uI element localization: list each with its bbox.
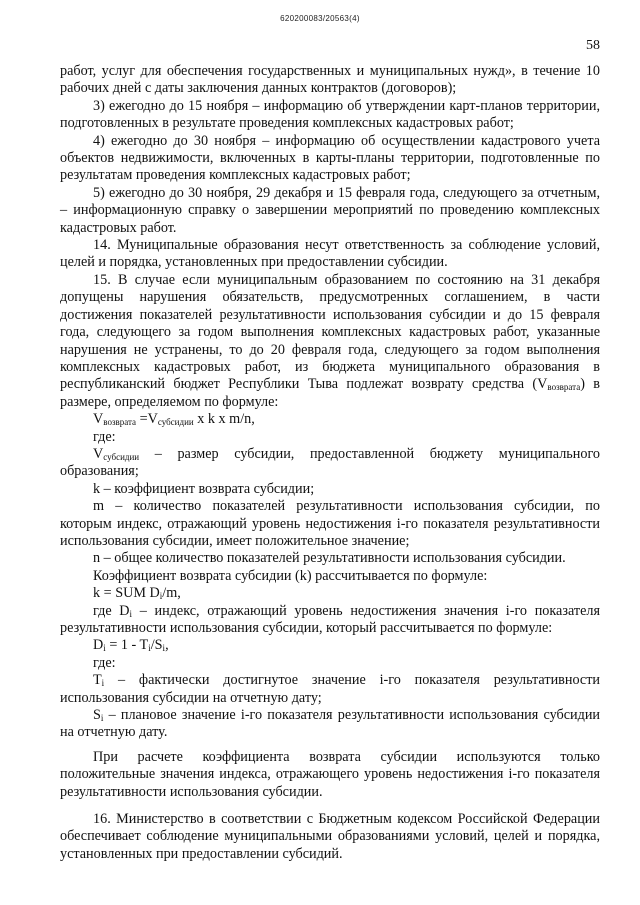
paragraph-continuation: работ, услуг для обеспечения государственных и муниципальных нужд», в течение 10 рабочих дней с даты заключения данных контрактов (договоров); (60, 63, 600, 97)
paragraph-positive-values: При расчете коэффициента возврата субсидии используются только положительные значения индекса, отражающего уровень недостижения i-го показателя результативности использования субсидии. (60, 748, 600, 800)
paragraph-14: 14. Муниципальные образования несут ответственность за соблюдение условий, целей и порядка, установленных при предоставлении субсидии. (60, 237, 600, 271)
definition-v-subsidy: $V_{субсидии}$ – размер субсидии, предоставленной бюджету муниципального образования; (60, 445, 600, 480)
definition-n: n – общее количество показателей результативности использования субсидии. (93, 550, 566, 567)
coefficient-intro: Коэффициент возврата субсидии (k) рассчитывается по формуле: (93, 567, 488, 584)
formula-coefficient: k = SUM $D_i/m$, (93, 585, 181, 602)
definition-k: k – коэффициент возврата субсидии; (93, 480, 315, 497)
definition-m: m – количество показателей результативности использования субсидии, по которым индекс, отражающий уровень недостижения i-го показателя результативности использования субсидии, имеет положительное значение; (60, 498, 600, 549)
formula-return-amount: $V_{возврата} =V_{субсидии}$ x k x m/n, (93, 411, 255, 428)
paragraph-item-4: 4) ежегодно до 30 ноября – информацию об осуществлении кадастрового учета объектов недвижимости, включенных в карты-планы территории, подготовленные по результатам проведения комплексных кадастровых работ; (60, 132, 600, 184)
definition-s: $S_i$ – плановое значение i-го показателя результативности использования субсидии на отчетную дату. (60, 707, 600, 741)
page-number: 58 (586, 38, 600, 53)
paragraph-16: 16. Министерство в соответствии с Бюджетным кодексом Российской Федерации обеспечивает соблюдение муниципальными образованиями условий, целей и порядка, установленных при предоставлении субсидий. (60, 811, 600, 862)
where-label: где: (93, 428, 116, 445)
paragraph-item-5: 5) ежегодно до 30 ноября, 29 декабря и 15 февраля года, следующего за отчетным, – информационную справку о завершении мероприятий по проведению комплексных кадастровых работ. (60, 184, 600, 236)
formula-index: $D_i = 1 - T_i/S_i$, (93, 637, 169, 654)
paragraph-15: 15. В случае если муниципальным образованием по состоянию на 31 декабря допущены нарушения обязательств, предусмотренных соглашением, в части достижения показателей результативности использования субсидии и до 15 февраля года, следующего за годом выполнения комплексных кадастровых работ, указанные нарушения не устранены, то до 20 февраля года, следующего за годом выполнения комплексных кадастровых работ, из бюджета муниципального образования в республиканский бюджет Республики Тыва подлежат возврату средства $(V_{возврата})$ в размере, определяемом по формуле: (60, 271, 600, 410)
definition-t: $T_i$ – фактически достигнутое значение i-го показателя результативности использования субсидии на отчетную дату; (60, 672, 600, 706)
definition-d-index: где $D_i$ – индекс, отражающий уровень недостижения значения i-го показателя результативности использования субсидии, который рассчитывается по формуле: (60, 602, 600, 636)
paragraph-item-3: 3) ежегодно до 15 ноября – информацию об утверждении карт-планов территории, подготовленных в результате проведения комплексных кадастровых работ; (60, 97, 600, 132)
where-label: где: (93, 654, 116, 671)
document-id: 620200083/20563(4) (280, 14, 360, 23)
document-body (60, 63, 600, 863)
